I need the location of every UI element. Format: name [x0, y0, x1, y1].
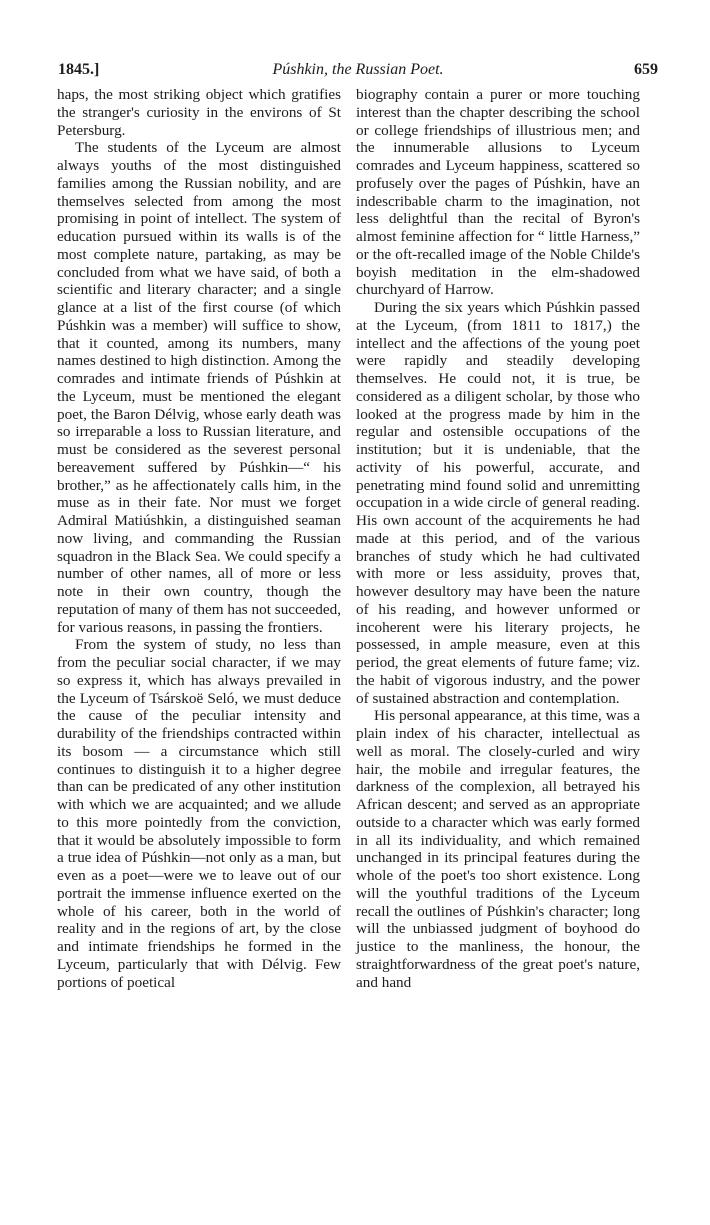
page-number: 659 [634, 61, 658, 78]
running-head-title: Púshkin, the Russian Poet. [272, 61, 444, 78]
running-head [58, 60, 658, 80]
running-head-year: 1845.] [58, 61, 100, 78]
paragraph-continued: haps, the most striking object which gratifies the stranger's curiosity in the environs of St Petersburg. [57, 86, 341, 139]
paragraph-biography-continued: biography contain a purer or more touching interest than the chapter describing the school or college friendships of illustrious men; and the innumerable allusions to Lyceum comrades and Lyceum happiness, scattered so profusely over the pages of Púshkin, have an indescribable charm to the imagination, not less delightful than the recital of Byron's almost feminine affection for “ little Harness,” or the oft-recalled image of the Noble Childe's boyish meditation in the elm-shadowed churchyard of Harrow. [356, 86, 640, 299]
paragraph-personal-appearance: His personal appearance, at this time, was a plain index of his character, intellectual as well as moral. The closely-curled and wiry hair, the mobile and irregular features, the darkness of the complexion, all betrayed his African descent; and served as an appropriate outside to a character which was early formed in all its individuality, and which remained unchanged in its principal features during the whole of the poet's too short existence. Long will the youthful traditions of the Lyceum recall the outlines of Púshkin's character; long will the unbiassed judgment of boyhood do justice to the manliness, the honour, the straightforwardness of the great poet's nature, and hand [356, 707, 640, 991]
paragraph-system-of-study: From the system of study, no less than from the peculiar social character, if we may so express it, which has always prevailed in the Lyceum of Tsárskoë Seló, we must deduce the cause of the peculiar intensity and durability of the friendships contracted within its bosom — a circumstance which still continues to distinguish it to a higher degree than can be predicated of any other institution with which we are acquainted; and we allude to this more pointedly from the conviction, that it would be absolutely impossible to form a true idea of Púshkin—not only as a man, but even as a poet—were we to leave out of our portrait the immense influence exerted on the whole of his career, both in the world of reality and in the regions of art, by the close and intimate friendships he formed in the Lyceum, particularly that with Délvig. Few portions of poetical [57, 636, 341, 991]
left-column [57, 86, 341, 991]
paragraph-six-years: During the six years which Púshkin passed at the Lyceum, (from 1811 to 1817,) the intellect and the affections of the young poet were rapidly and steadily developing themselves. He could not, it is true, be considered as a diligent scholar, by those who looked at the progress made by him in the regular and ostensible occupations of the institution; but it is undeniable, that the activity of his powerful, accurate, and penetrating mind found solid and unremitting occupation in a wide circle of general reading. His own account of the acquirements he had made at this period, and of the various branches of study which he had cultivated with more or less assiduity, proves that, however desultory may have been the nature of his reading, and however unformed or incoherent were his literary projects, he possessed, in ample measure, even at this period, the great elements of future fame; viz. the habit of vigorous industry, and the power of sustained abstraction and contemplation. [356, 299, 640, 707]
paragraph-lyceum-students: The students of the Lyceum are almost always youths of the most distinguished families among the Russian nobility, and are themselves selected from among the most promising in point of intellect. The system of education pursued within its walls is of the most complete nature, partaking, as may be concluded from what we have said, of both a scientific and literary character; and a single glance at a list of the first course (of which Púshkin was a member) will suffice to show, that it counted, among its numbers, many names destined to high distinction. Among the comrades and intimate friends of Púshkin at the Lyceum, must be mentioned the elegant poet, the Baron Délvig, whose early death was so irreparable a loss to Russian literature, and must be considered as the severest personal bereavement suffered by Púshkin—“ his brother,” as he affectionately calls him, in the muse as in their fate. Nor must we forget Admiral Matiúshkin, a distinguished seaman now living, and commanding the Russian squadron in the Black Sea. We could specify a number of other names, all of more or less note in their own country, though the reputation of many of them has not succeeded, for various reasons, in passing the frontiers. [57, 139, 341, 636]
right-column [356, 86, 640, 991]
